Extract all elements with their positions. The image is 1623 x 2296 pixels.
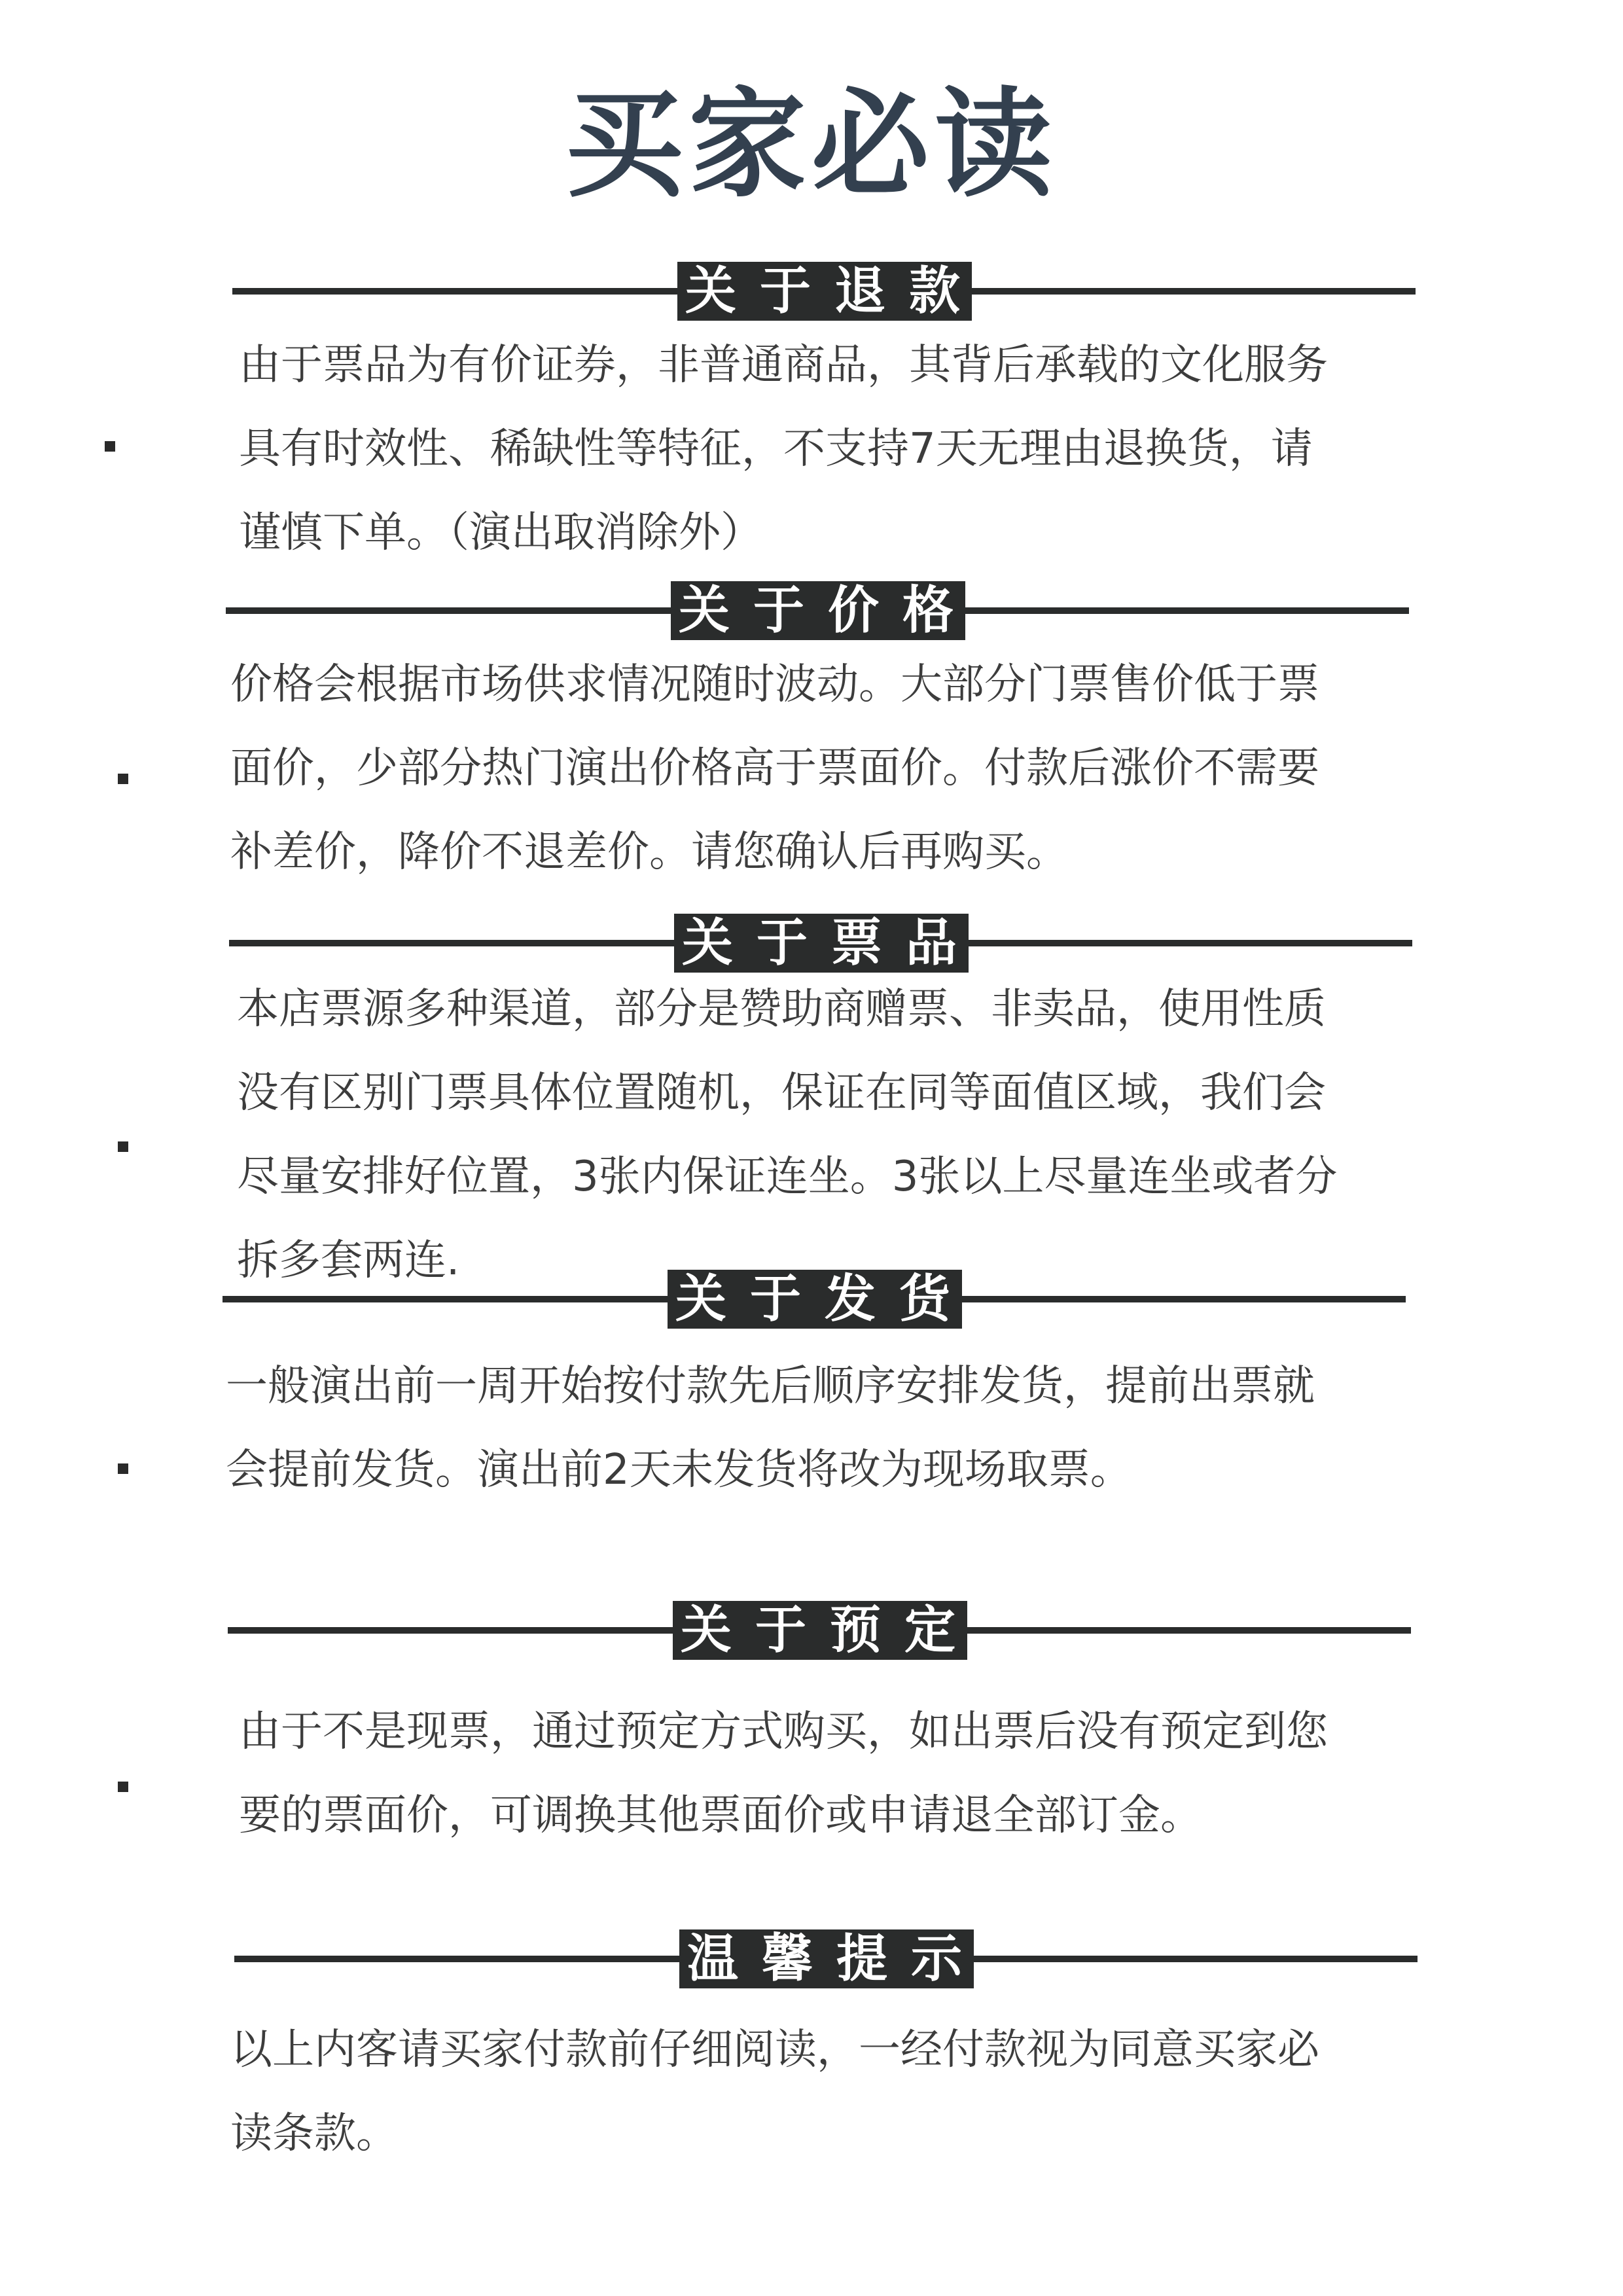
section-heading: 关于价格	[671, 581, 965, 640]
section-body: 价格会根据市场供求情况随时波动。大部分门票售价低于票 面价，少部分热门演出价格高于票面价。付款后涨价不需要 补差价，降价不退差价。请您确认后再购买。	[230, 660, 1319, 876]
section-body: 本店票源多种渠道，部分是赞助商赠票、非卖品，使用性质 没有区别门票具体位置随机，保证在同等面值区域，我们会 尽量安排好位置，3张内保证连坐。3张以上尽量连坐或者分 拆多套两连.	[237, 985, 1338, 1285]
section-heading: 关于票品	[674, 914, 969, 973]
section-heading: 温馨提示	[679, 1929, 974, 1988]
section-header-refund	[232, 262, 1416, 321]
bullet-marker	[118, 1463, 128, 1474]
section-heading: 关于预定	[673, 1601, 967, 1660]
section-header-reservation	[228, 1601, 1411, 1660]
section-body: 一般演出前一周开始按付款先后顺序安排发货，提前出票就 会提前发货。演出前2天未发货将改为现场取票。	[226, 1362, 1315, 1494]
bullet-marker	[105, 441, 115, 452]
bullet-marker	[118, 1141, 128, 1152]
section-header-tips	[234, 1929, 1418, 1988]
section-body: 由于票品为有价证券，非普通商品，其背后承载的文化服务 具有时效性、稀缺性等特征，不支持7天无理由退换货，请 谨慎下单。（演出取消除外）	[239, 341, 1328, 557]
page-title: 买家必读	[565, 77, 1058, 213]
section-header-ticket	[229, 914, 1412, 973]
section-body: 以上内客请买家付款前仔细阅读，一经付款视为同意买家必 读条款。	[230, 2026, 1319, 2158]
section-heading: 关于退款	[677, 262, 972, 321]
section-header-price	[226, 581, 1409, 640]
bullet-marker	[118, 774, 128, 784]
bullet-marker	[118, 1782, 128, 1792]
section-body: 由于不是现票，通过预定方式购买，如出票后没有预定到您 要的票面价，可调换其他票面价或申请退全部订金。	[239, 1708, 1328, 1840]
section-header-shipping	[223, 1270, 1406, 1329]
section-heading: 关于发货	[668, 1270, 962, 1329]
